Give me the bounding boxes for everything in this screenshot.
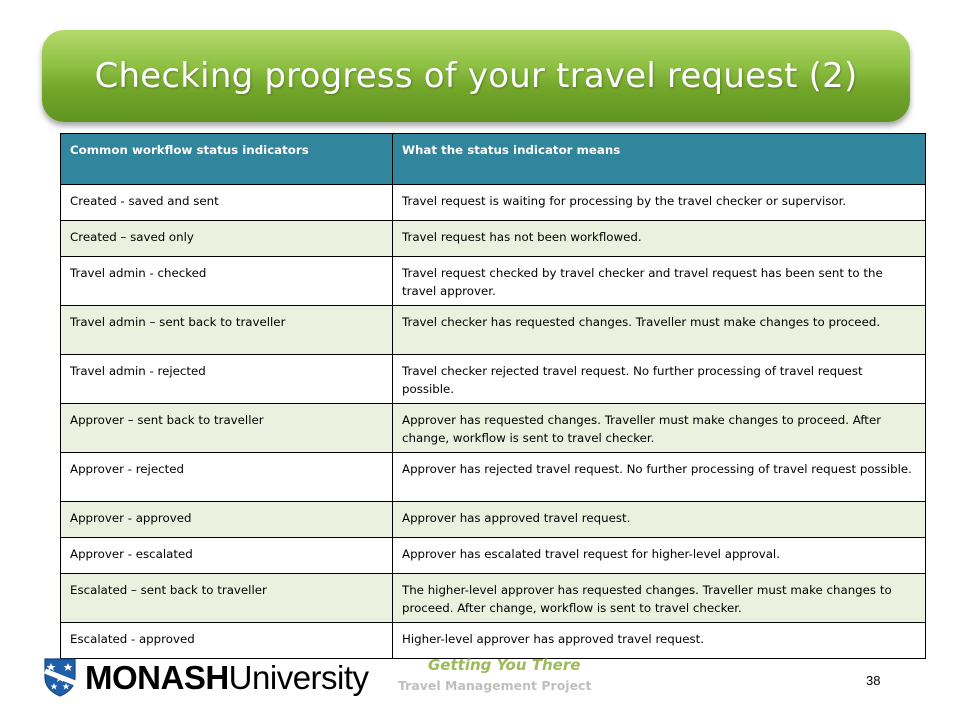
tagline: Getting You There — [428, 656, 581, 674]
meaning-cell: Travel request has not been workflowed. — [393, 221, 926, 257]
table-row — [61, 574, 926, 623]
table-row — [61, 257, 926, 306]
slide-number: 38 — [866, 673, 881, 688]
meaning-cell: The higher-level approver has requested changes. Traveller must make changes to proceed. After change, workflow is sent to travel checker. — [393, 574, 926, 623]
status-cell: Approver – sent back to traveller — [61, 404, 393, 453]
meaning-cell: Approver has escalated travel request for higher-level approval. — [393, 538, 926, 574]
table-row — [61, 355, 926, 404]
status-cell: Created – saved only — [61, 221, 393, 257]
monash-logo — [43, 655, 369, 699]
monash-crest-icon — [43, 657, 77, 697]
meaning-cell: Higher-level approver has approved travel request. — [393, 623, 926, 659]
status-cell: Travel admin - checked — [61, 257, 393, 306]
column-header-meaning: What the status indicator means — [393, 134, 926, 185]
table-header-row — [61, 134, 926, 185]
table-row — [61, 453, 926, 502]
table-row — [61, 221, 926, 257]
title-banner — [42, 30, 910, 122]
meaning-cell: Travel request checked by travel checker and travel request has been sent to the travel approver. — [393, 257, 926, 306]
status-cell: Escalated – sent back to traveller — [61, 574, 393, 623]
meaning-cell: Travel checker has requested changes. Traveller must make changes to proceed. — [393, 306, 926, 355]
status-cell: Approver - approved — [61, 502, 393, 538]
wordmark-university: University — [228, 658, 369, 696]
status-cell: Approver - escalated — [61, 538, 393, 574]
column-header-status: Common workflow status indicators — [61, 134, 393, 185]
table-row — [61, 502, 926, 538]
table-row — [61, 623, 926, 659]
table-row — [61, 538, 926, 574]
status-cell: Escalated - approved — [61, 623, 393, 659]
wordmark-monash: MONASH — [85, 658, 229, 696]
status-cell: Travel admin – sent back to traveller — [61, 306, 393, 355]
table-row — [61, 185, 926, 221]
table-row — [61, 306, 926, 355]
slide-title: Checking progress of your travel request (2) — [94, 56, 858, 96]
meaning-cell: Approver has rejected travel request. No further processing of travel request possible. — [393, 453, 926, 502]
meaning-cell: Approver has approved travel request. — [393, 502, 926, 538]
meaning-cell: Approver has requested changes. Traveller must make changes to proceed. After change, workflow is sent to travel checker. — [393, 404, 926, 453]
university-wordmark — [85, 658, 369, 696]
status-table — [60, 133, 926, 659]
meaning-cell: Travel request is waiting for processing by the travel checker or supervisor. — [393, 185, 926, 221]
table-row — [61, 404, 926, 453]
status-cell: Travel admin - rejected — [61, 355, 393, 404]
meaning-cell: Travel checker rejected travel request. No further processing of travel request possible. — [393, 355, 926, 404]
status-cell: Created - saved and sent — [61, 185, 393, 221]
status-cell: Approver - rejected — [61, 453, 393, 502]
project-name: Travel Management Project — [398, 678, 592, 693]
